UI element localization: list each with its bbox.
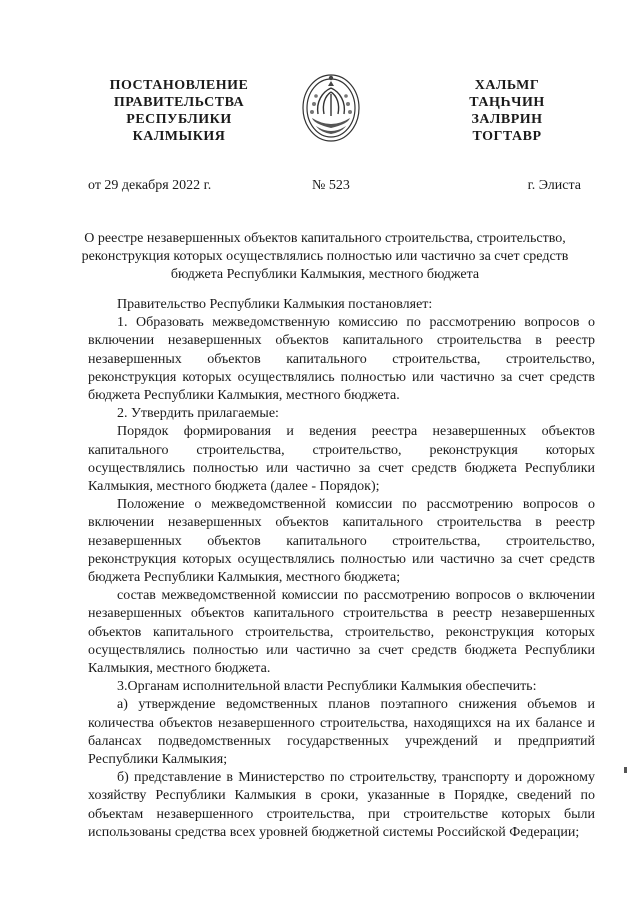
- header-right-line: ХАЛЬМГ: [474, 78, 540, 93]
- paragraph: Правительство Республики Калмыкия постановляет:: [117, 297, 433, 312]
- header-left-line: ПОСТАНОВЛЕНИЕ: [109, 78, 249, 93]
- paragraph: состав межведомственной комиссии по рассмотрению вопросов о включении незавершенных объектов капитального строительства в реестр незавершенных объектов капитального строительства, строительство, реконструкция которых осуществлялись полностью или частично за счет средств бюджета Республики Калмыкия, местного бюджета.: [88, 588, 595, 677]
- scan-mark: [624, 767, 627, 773]
- header-left-line: КАЛМЫКИЯ: [132, 129, 226, 144]
- paragraph: Порядок формирования и ведения реестра незавершенных объектов капитального строительства, строительство, реконструкция которых осуществлялись полностью или частично за счет средств бюджета Республики Калмыкия, местного бюджета (далее - Порядок);: [88, 424, 595, 495]
- coat-of-arms-icon: [300, 68, 362, 146]
- paragraph: 1. Образовать межведомственную комиссию по рассмотрению вопросов о включении незавершенных объектов капитального строительства в реестр незавершенных объектов капитального строительства, строительство, реконструкция которых осуществлялись полностью или частично за счет средств бюджета Республики Калмыкия, местного бюджета.: [88, 315, 595, 404]
- header-right-line: ТОГТАВР: [472, 129, 542, 144]
- header-left-line: РЕСПУБЛИКИ: [126, 112, 232, 127]
- document-body: [88, 296, 595, 842]
- header-left-block: [100, 77, 258, 145]
- document-title: О реестре незавершенных объектов капитального строительства, строительство, реконструкция которых осуществлялись полностью или частично за счет средств бюджета Республики Калмыкия, местного бюджета: [81, 231, 569, 282]
- document-date: от 29 декабря 2022 г.: [88, 178, 212, 193]
- paragraph: б) представление в Министерство по строительству, транспорту и дорожному хозяйству Республики Калмыкия в сроки, указанные в Порядке, сведений по объектам незавершенного строительства, при строительстве которых были использованы средства всех уровней бюджетной системы Российской Федерации;: [88, 770, 595, 840]
- paragraph: Положение о межведомственной комиссии по рассмотрению вопросов о включении незавершенных объектов капитального строительства в реестр незавершенных объектов капитального строительства, строительство, реконструкция которых осуществлялись полностью или частично за счет средств бюджета Республики Калмыкия, местного бюджета;: [88, 497, 595, 586]
- document-number: № 523: [312, 178, 350, 193]
- paragraph: 3.Органам исполнительной власти Республики Калмыкия обеспечить:: [117, 679, 537, 695]
- paragraph: а) утверждение ведомственных планов поэтапного снижения объемов и количества объектов незавершенного строительства, находящихся на их балансе и балансах подведомственных государственных учреждений и предприятий Республики Калмыкия;: [88, 697, 595, 768]
- paragraph: 2. Утвердить прилагаемые:: [117, 406, 279, 422]
- header-right-block: [462, 77, 552, 145]
- document-city: г. Элиста: [527, 178, 581, 193]
- header-right-line: ЗАЛВРИН: [471, 112, 543, 127]
- header-left-line: ПРАВИТЕЛЬСТВА: [113, 95, 245, 110]
- header-right-line: ТАҢҺЧИН: [469, 95, 545, 110]
